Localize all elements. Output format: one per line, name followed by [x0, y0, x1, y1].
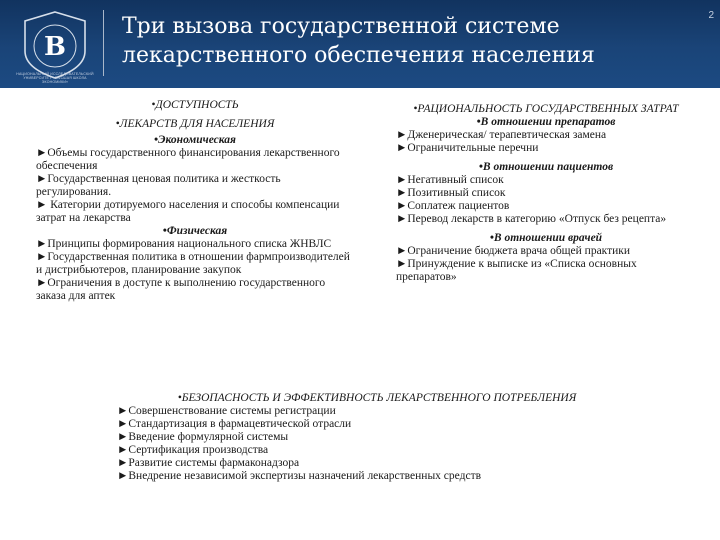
list-item: ►Позитивный список	[396, 187, 506, 199]
right-heading: •РАЦИОНАЛЬНОСТЬ ГОСУДАРСТВЕННЫХ ЗАТРАТ	[413, 103, 679, 115]
list-item: ►Принуждение к выписке из «Списка основных препаратов»	[396, 258, 637, 283]
list-item: ►Совершенствование системы регистрации	[117, 405, 336, 417]
list-item: ►Ограничение бюджета врача общей практики	[396, 245, 631, 257]
list-item: ►Государственная ценовая политика и жесткость регулирования.	[36, 173, 281, 198]
bottom-heading: •БЕЗОПАСНОСТЬ И ЭФФЕКТИВНОСТЬ ЛЕКАРСТВЕННОГО ПОТРЕБЛЕНИЯ	[177, 392, 577, 404]
list-item: ►Стандартизация в фармацевтической отрасли	[117, 418, 352, 430]
drugs-section-title: •В отношении препаратов	[476, 116, 616, 128]
doctors-section-title: •В отношении врачей	[489, 232, 603, 244]
logo-caption: НАЦИОНАЛЬНЫЙ ИССЛЕДОВАТЕЛЬСКИЙ УНИВЕРСИТЕТ «ВЫСШАЯ ШКОЛА ЭКОНОМИКИ»	[16, 72, 94, 84]
slide-title	[122, 12, 682, 70]
slide-title-line2: лекарственного обеспечения населения	[122, 43, 595, 68]
list-item: ►Развитие системы фармаконадзора	[117, 457, 300, 469]
svg-text:В: В	[44, 32, 66, 62]
list-item: ►Объемы государственного финансирования лекарственного обеспечения	[36, 147, 340, 172]
list-item: ►Ограничения в доступе к выполнению государственного заказа для аптек	[36, 277, 326, 302]
list-item: ►Ограничительные перечни	[396, 142, 539, 154]
page-number: 2	[708, 10, 714, 21]
physical-section-title: •Физическая	[162, 225, 228, 237]
economic-section-title: •Экономическая	[154, 134, 236, 146]
safety-block	[117, 392, 637, 483]
accessibility-column	[36, 99, 354, 303]
list-item: ►Негативный список	[396, 174, 504, 186]
rationality-column	[396, 103, 696, 284]
slide-title-line1: Три вызова государственной системе	[122, 14, 560, 39]
list-item: ►Принципы формирования национального списка ЖНВЛС	[36, 238, 332, 250]
list-item: ►Сертификация производства	[117, 444, 269, 456]
list-item: ►Введение формулярной системы	[117, 431, 289, 443]
left-heading-2: •ЛЕКАРСТВ ДЛЯ НАСЕЛЕНИЯ	[115, 118, 275, 130]
list-item: ►Государственная политика в отношении фармпроизводителей и дистрибьютеров, планирование закупок	[36, 251, 350, 276]
list-item: ►Соплатеж пациентов	[396, 200, 510, 212]
left-heading-1: •ДОСТУПНОСТЬ	[151, 99, 239, 111]
patients-section-title: •В отношении пациентов	[478, 161, 614, 173]
list-item: ►Перевод лекарств в категорию «Отпуск без рецепта»	[396, 213, 667, 225]
header-divider	[103, 10, 104, 76]
list-item: ► Категории дотируемого населения и способы компенсации затрат на лекарства	[36, 199, 340, 224]
slide-header	[0, 0, 720, 88]
list-item: ►Дженерическая/ терапевтическая замена	[396, 129, 607, 141]
list-item: ►Внедрение независимой экспертизы назначений лекарственных средств	[117, 470, 482, 482]
